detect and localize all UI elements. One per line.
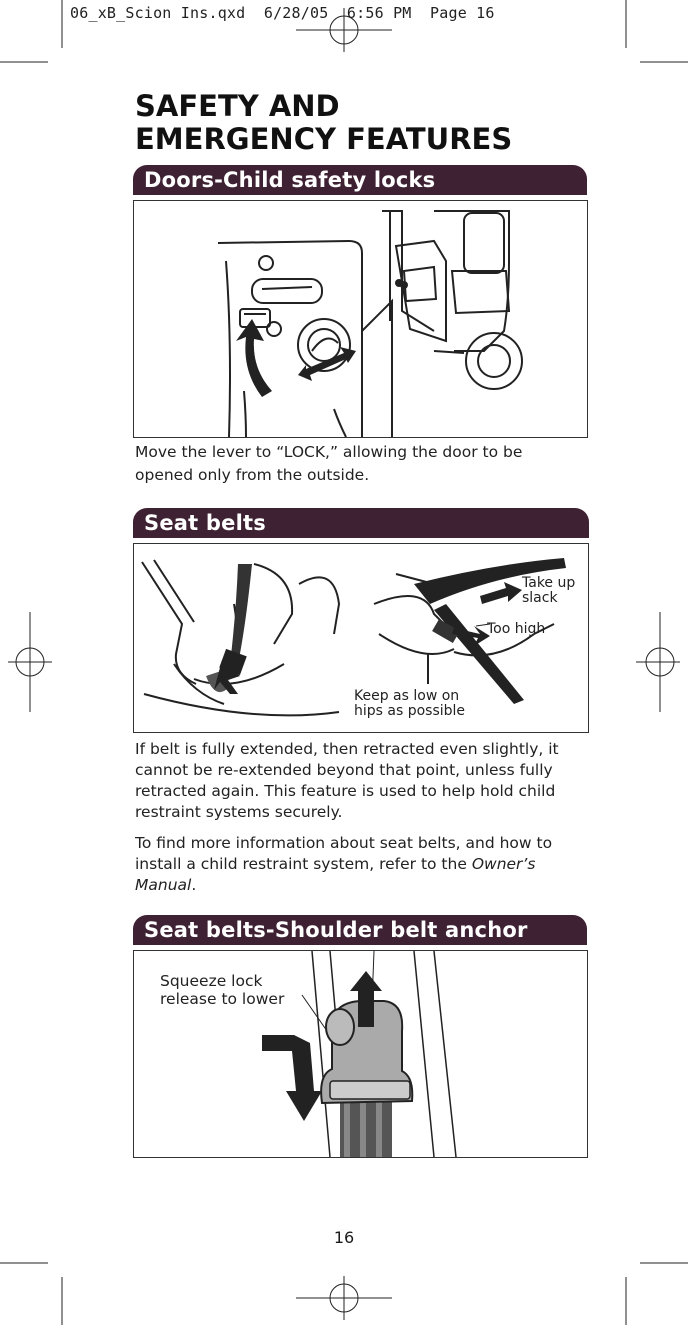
seat-belt-paragraph-1: If belt is fully extended, then retracted even slightly, it cannot be re-extended beyond that point, unless fully retracted again. This feature is used to help hold child restraint systems securely.: [135, 740, 559, 821]
seat-belt-paragraph-2: [135, 833, 587, 896]
label-keep-low: [354, 689, 465, 719]
label-too-high: Too high: [487, 621, 546, 637]
door-lock-illustration: [133, 200, 588, 438]
page-title-line-2: EMERGENCY FEATURES: [135, 122, 513, 156]
section-heading-shoulder-anchor: Seat belts-Shoulder belt anchor: [133, 915, 587, 945]
label-keep-low-line-2: hips as possible: [354, 703, 466, 719]
label-take-up-slack: [522, 576, 575, 606]
label-squeeze-lock-line-1: Squeeze lock: [160, 972, 263, 990]
label-keep-low-line-1: Keep as low on: [354, 688, 460, 704]
section-heading-doors: Doors-Child safety locks: [133, 165, 587, 195]
label-take-up-slack-line-2: slack: [522, 590, 558, 606]
owners-manual-reference: Owner’s Manual: [135, 855, 536, 894]
page-number: 16: [333, 1228, 355, 1247]
shoulder-anchor-illustration: [133, 950, 588, 1158]
section-heading-seat-belts: Seat belts: [133, 508, 589, 538]
label-squeeze-lock-line-2: release to lower: [160, 990, 285, 1008]
door-lock-caption: Move the lever to “LOCK,” allowing the door to be opened only from the outside.: [135, 443, 523, 484]
paragraph-2-text: To find more information about seat belts, and how to install a child restraint system, refer to the: [135, 834, 553, 873]
paragraph-2-end: .: [191, 876, 197, 894]
label-squeeze-lock: [160, 972, 284, 1008]
seat-belt-illustration: [133, 543, 589, 733]
page-title: [135, 90, 512, 156]
page-title-line-1: SAFETY AND: [135, 89, 340, 123]
label-take-up-slack-line-1: Take up: [522, 575, 576, 591]
print-slug: 06_xB_Scion Ins.qxd 6/28/05 6:56 PM Page 16: [70, 4, 495, 22]
